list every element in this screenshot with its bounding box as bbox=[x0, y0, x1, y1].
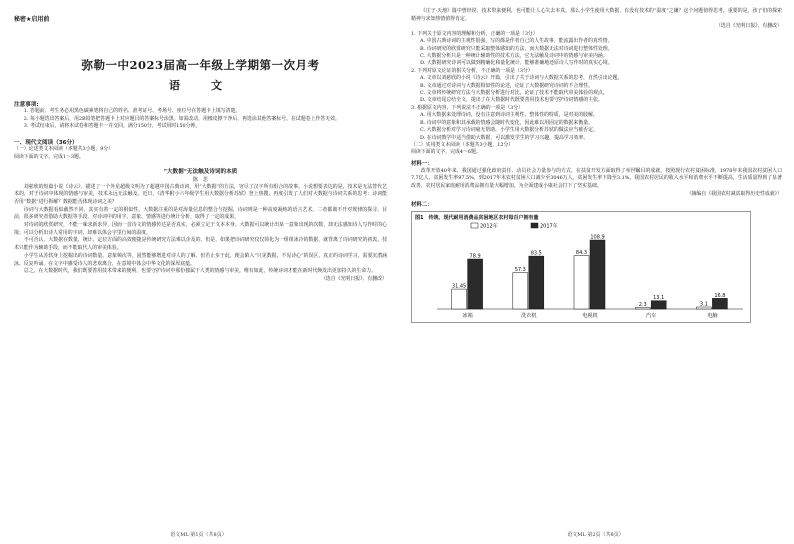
question-option: D. 文章结尾总结全文，提出了在大数据时代既要善用技术也要守护诗词情感的主张。 bbox=[420, 97, 603, 104]
bar-value-label: 78.9 bbox=[469, 253, 481, 260]
question-option: C. 大数据分析只是一种统计辅助性的技术方法，它无法触及诗词中的情感与审美内涵。 bbox=[420, 53, 608, 60]
exam-subject: 语 文 bbox=[169, 79, 232, 92]
chart-bar bbox=[712, 299, 727, 310]
question-stem: 2. 下列对原文论证的相关分析，不正确的一项是（3分） bbox=[411, 67, 533, 74]
article-paragraph: 诗词与大数据看似截然不同，其实有着一定的相似性。大数据注重的是对海量信息的整合与挖掘，诗词则是一种高度凝练的语言艺术，二者都离不开对规律的探寻。目前，很多研究者借助大数据等手段，对诗词中的用字、意象、情感等进行统计分析，取得了一定的成果。 bbox=[14, 206, 387, 221]
article-paragraph: 不可否认，大数据在数量、统计、定位方面的高效便捷是传统研究方法难以企及的。但是，如果把诗词研究仅仅简化为一组组冰冷的数据，就背离了诗词研究的初衷。技术只能作为辅助手段，而不能取代人的审美体验。 bbox=[14, 237, 387, 252]
bar-value-label: 84.3 bbox=[575, 250, 588, 257]
chart-bar bbox=[468, 259, 483, 309]
notice-item: 2. 每小题选出答案后，用2B铅笔把答题卡上对应题目的答案标号涂黑。如需改动，用橡皮擦干净后，再选涂其他答案标号。在试题卷上作答无效。 bbox=[23, 115, 340, 122]
material-text: 改革开放40年来，我国通过强化政府责任、动员社会力量参与的方式，在扶贫开发方面取得了举世瞩目的成就。按照现行农村贫困标准，1978年末我国农村贫困人口7.7亿人，贫困发生率97.5%，到2017年末农村贫困人口减少至3046万人，贫困发生率下降至3.1%。我国农村居民的收入水平和消费水平不断提高，生活质量得到了显著改善，农村居民家庭耐用消费品拥有量大幅增加，为全面建成小康社会打下了坚实基础。 bbox=[411, 167, 782, 190]
article-paragraph: 刘慈欣的短篇小说《诗云》，描述了一个外星超级文明为了超越中国古典诗词，用“大数据”的方法，穷尽了汉字所有组合的故事。小说想要表达的是，技术是无法替代艺术的，对于诗词中体现的情感与审美，技术永远无法触及。近日，《清华附小六年级学生用大数据分析苏轼》登上热搜，再度引发了人们对大数据与诗词关系的思考：诗词能否用“数据”进行拆解？数据能否体现诗词之美？ bbox=[14, 183, 387, 205]
article-paragraph: 小学生从苏轼身上挖掘出的诗词数量、意象频次等，固然能够增进对诗人的了解，但若止步于此，便会陷入“只见数据、不见诗心”的误区。真正的诗词学习，需要沉潜涵泳、反复吟诵，在文字中感受诗人的悲欢离合，在意境中体会中华文化的深厚底蕴。 bbox=[14, 252, 387, 267]
question-stem: 3. 根据原文内容，下列说法不正确的一项是（3分） bbox=[411, 104, 524, 111]
question-option: A. 文章以刘慈欣的小说《诗云》开篇，引出了关于诗词与大数据关系的思考，自然引出论题。 bbox=[420, 75, 623, 82]
chart-bar bbox=[590, 240, 605, 309]
chart-bar bbox=[651, 301, 666, 309]
category-tick-label: 冰箱 bbox=[462, 313, 473, 320]
legend-label: 2017年 bbox=[540, 223, 558, 230]
right-page bbox=[397, 0, 794, 544]
chart-svg bbox=[411, 211, 751, 323]
reading-instruction: 阅读下面的文字，完成4～6题。 bbox=[411, 149, 481, 156]
question-option: B. 文章通过对诗词与大数据相似性的论述，论证了大数据研究诗词的不合理性。 bbox=[420, 82, 593, 89]
bar-value-label: 16.8 bbox=[714, 293, 726, 300]
chart-title: 图1 传统、现代耐用消费品贫困地区农村每百户拥有量 bbox=[415, 215, 539, 222]
question-option: C. 大数据分析对学习诗词毫无帮助，小学生用大数据分析苏轼的做法应当被否定。 bbox=[420, 127, 598, 134]
subsection-title: （二）实用类文本阅读（本题共3小题，12分） bbox=[411, 141, 514, 148]
question-option: D. 大数据研究诗词可以做到精确化和量化统计，能够准确地还原诗人写作时的真实心境。 bbox=[420, 60, 613, 67]
legend-swatch bbox=[531, 223, 538, 228]
chart-bar bbox=[574, 256, 589, 309]
article-author: 陈 思 bbox=[192, 176, 208, 183]
question-option: D. 在诗词教学中适当借助大数据，可以激发学生的学习兴趣，提高学习效率。 bbox=[420, 134, 589, 141]
reading-instruction: 阅读下面的文字，完成1～3题。 bbox=[14, 153, 84, 160]
chart-bar bbox=[529, 256, 544, 309]
bar-value-label: 57.3 bbox=[514, 267, 526, 274]
article-paragraph: 总之，在大数据时代，我们既要善用技术带来的便利，也要守护诗词中那份独属于人类的情感与审美。唯有如此，传统诗词才能在新时代焕发出更加持久的生命力。 bbox=[23, 268, 376, 275]
chart-bar bbox=[513, 273, 528, 309]
article-source: （选自《光明日报》，有删改） bbox=[715, 23, 782, 30]
category-tick-label: 电视机 bbox=[582, 313, 598, 320]
page-footer: 语文ML·第2页（共8页） bbox=[567, 532, 624, 538]
bar-value-label: 108.9 bbox=[590, 234, 605, 241]
article-title: “大数据”无法触及诗词的本质 bbox=[163, 168, 238, 175]
bar-value-label: 13.1 bbox=[653, 295, 665, 302]
page-footer: 语文ML·第1页（共8页） bbox=[170, 532, 227, 538]
notice-item: 3. 考试结束后，请将本试卷和答题卡一并交回。满分150分，考试用时150分钟。 bbox=[23, 123, 201, 130]
bar-value-label: 31.45 bbox=[451, 283, 467, 290]
category-tick-label: 电脑 bbox=[707, 313, 718, 320]
bar-chart bbox=[411, 211, 751, 323]
question-option: B. 诗词研究的欣赏研究只能采取整体感知的方法，而大数据无法对诗词进行整体性处理。 bbox=[420, 45, 613, 52]
legend-label: 2012年 bbox=[480, 223, 498, 230]
question-option: C. 文章将传统研究方法与大数据分析进行对比，论证了技术不能取代审美体验的观点。 bbox=[420, 90, 608, 97]
notice-title: 注意事项: bbox=[14, 102, 39, 108]
secret-label: 秘密★启用前 bbox=[14, 16, 50, 23]
legend-swatch bbox=[471, 223, 478, 228]
subsection-title: （一）论述类文本阅读（本题共3小题，9分） bbox=[14, 146, 114, 153]
material-label: 材料二： bbox=[411, 202, 433, 209]
notice-item: 1. 答题前，考生务必用黑色碳素笔将自己的姓名、准考证号、考场号、座位号在答题卡上填写清楚。 bbox=[23, 108, 241, 114]
bar-value-label: 83.5 bbox=[530, 250, 542, 257]
question-option: A. 中国古典诗词的主观性很强，写的都是作者自己的人生故事，能流露出作者的真性情。 bbox=[420, 38, 613, 45]
bar-value-label: 3.1 bbox=[699, 301, 708, 308]
chart-bar bbox=[452, 289, 467, 309]
section-title: 一、现代文阅读（36分） bbox=[14, 140, 78, 147]
question-stem: 1. 下列关于原文内容的理解和分析，正确的一项是（3分） bbox=[411, 30, 538, 37]
category-tick-label: 洗衣机 bbox=[521, 313, 537, 320]
bar-value-label: 2.3 bbox=[638, 302, 647, 309]
exam-title: 弥勒一中2023届高一年级上学期第一次月考 bbox=[81, 58, 320, 72]
material-label: 材料一： bbox=[411, 160, 433, 167]
question-option: B. 诗词中的意象和其承载的情感会随时代变化，因此难以用固定的数据来衡量。 bbox=[420, 119, 593, 126]
category-tick-label: 汽车 bbox=[646, 313, 657, 320]
article-paragraph: 对诗词的欣赏研究，不能一味求新求异，因而一首诗文的情感传达是否真实，必须立足于文本本身。大数据可以统计出某一意象出现的次数，却无法感知诗人写作时的心境；可以分析出诗人常用的字词，却难以体会字里行间的温度。 bbox=[14, 222, 387, 236]
material-source: （摘编自《我国农村减贫取得历史性成就》） bbox=[686, 190, 782, 197]
article-continued: 《庄子·天地》篇中曾经说，技术带来便利，也可能让人心失去本真。那么小学生使用大数据，有没有技术的“温度”之嫌？这个问题值得思考，重要的是，孩子们的探索精神与求知热情值得肯定。 bbox=[411, 8, 782, 22]
article-source: （选自《光明日报》，有删改） bbox=[320, 275, 387, 282]
question-option: A. 用大数据来处理诗词，没有注意到诗词主观性、整体性的特质，是对美的肢解。 bbox=[420, 112, 598, 119]
